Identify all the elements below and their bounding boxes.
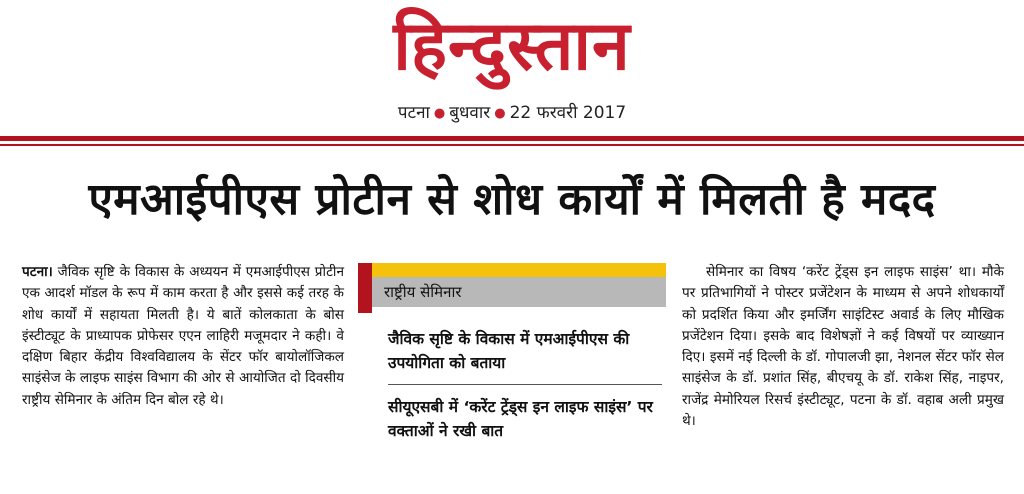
box-divider (388, 384, 662, 385)
article-column-left (22, 262, 344, 411)
edition-dateline (0, 100, 1024, 123)
edition-city: पटना (397, 103, 430, 123)
edition-day: बुधवार (449, 103, 491, 123)
masthead (0, 0, 1024, 150)
masthead-rule-thin (0, 144, 1024, 146)
article-headline: एमआईपीएस प्रोटीन से शोध कार्यों में मिलती है मदद (88, 174, 936, 225)
newspaper-logo: हिन्दुस्तान (393, 6, 631, 86)
box-subhead-2: सीयूएसबी में ‘करेंट ट्रेंड्स इन लाइफ साइंस’ पर वक्ताओं ने रखी बात (388, 398, 653, 440)
article-body-left: जैविक सृष्टि के विकास के अध्ययन में एमआईपीएस प्रोटीन एक आदर्श मॉडल के रूप में काम करता है और इससे कई तरह के शोध कार्यों में सहायता मिलती है। ये बातें कोलकाता के बोस इंस्टीट्यूट के प्राध्यापक प्रोफेसर एएन लाहिरी मजूमदार ने कही। वे दक्षिण बिहार केंद्रीय विश्वविद्यालय के सेंटर फॉर बायोलॉजिकल साइंसेज के लाइफ साइंस विभाग की ओर से आयोजित दो दिवसीय राष्ट्रीय सेमिनार के अंतिम दिन बोल रहे थे। (22, 264, 344, 408)
box-tag: राष्ट्रीय सेमिनार (372, 277, 666, 307)
article-column-right (682, 262, 1004, 432)
article-body-right: सेमिनार का विषय ‘करेंट ट्रेंड्स इन लाइफ साइंस’ था। मौके पर प्रतिभागियों ने पोस्टर प्रजेंटेशन के माध्यम से अपने शोधकार्यों को प्रदर्शित किया और इमर्जिंग साइंटिस्ट अवार्ड के लिए मौखिक प्रजेंटेशन दिया। इसके बाद विशेषज्ञों ने कई विषयों पर व्याख्यान दिए। इसमें नई दिल्ली के डॉ. गोपालजी झा, नेशनल सेंटर फॉर सेल साइंसेज के डॉ. प्रशांत सिंह, बीएचयू के डॉ. राकेश सिंह, नाइपर, राजेंद्र मेमोरियल रिसर्च इंस्टीट्यूट, पटना के डॉ. वहाब अली प्रमुख थे। (682, 264, 1004, 430)
article-dateline: पटना। (22, 264, 53, 280)
masthead-rule (0, 136, 1024, 141)
bullet-icon: ● (433, 105, 446, 121)
highlight-box (358, 263, 666, 469)
box-subhead-1: जैविक सृष्टि के विकास में एमआईपीएस की उपयोगिता को बताया (388, 330, 630, 372)
box-accent-bar (358, 263, 666, 277)
box-accent-corner (358, 263, 372, 313)
bullet-icon: ● (494, 105, 506, 121)
edition-date: 22 फरवरी 2017 (509, 103, 627, 123)
